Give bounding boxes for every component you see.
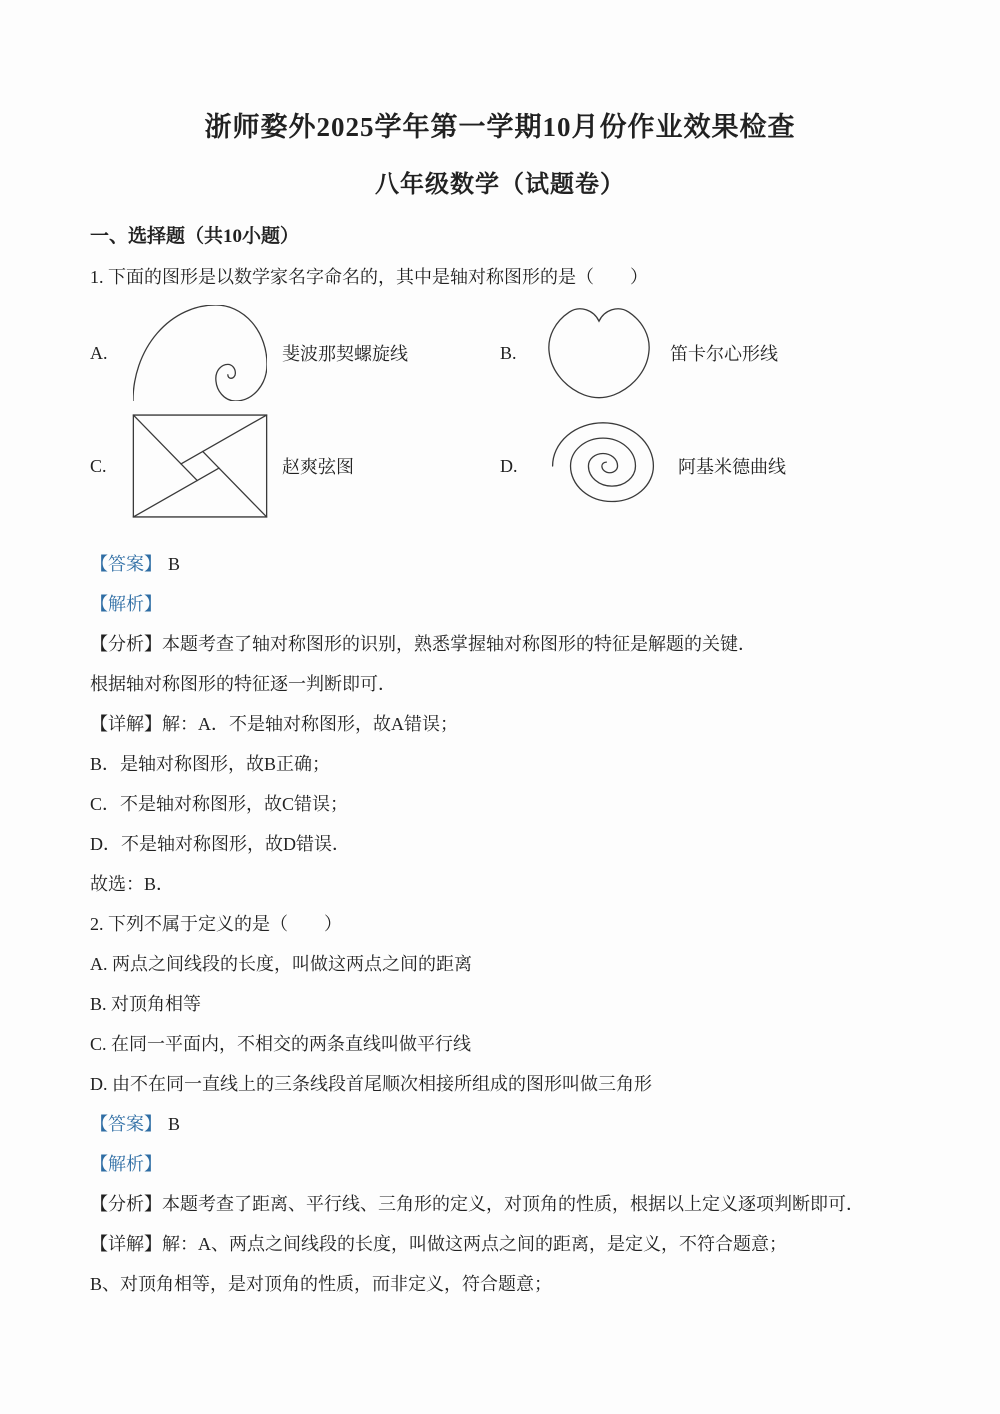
section-heading: 一、选择题（共10小题） <box>90 226 300 247</box>
fibonacci-spiral-icon <box>133 305 267 401</box>
cardioid-icon <box>546 306 652 401</box>
q2-option-b: B. 对顶角相等 <box>90 994 202 1014</box>
q1-answer-line <box>90 544 910 584</box>
option-a-figure-group <box>90 302 500 404</box>
q2-answer-tag: 【答案】 <box>90 1114 162 1134</box>
question-1-figures <box>90 302 910 518</box>
option-a-caption: 斐波那契螺旋线 <box>282 344 408 364</box>
question-2-stem: 2. 下列不属于定义的是（ ） <box>90 914 342 934</box>
page-title: 浙师婺外2025学年第一学期10月份作业效果检查 <box>204 112 796 142</box>
option-b-caption: 笛卡尔心形线 <box>670 344 778 364</box>
q1-analysis-line-1: 【分析】本题考查了轴对称图形的识别，熟悉掌握轴对称图形的特征是解题的关键． <box>90 634 756 654</box>
q2-detail-line-2: B、对顶角相等，是对顶角的性质，而非定义，符合题意； <box>90 1274 553 1294</box>
option-b-letter: B. <box>500 342 517 363</box>
archimedean-spiral-figure <box>540 418 666 514</box>
q2-answer-value: B <box>168 1114 181 1134</box>
zhao-shuang-chord-figure <box>130 414 270 518</box>
q1-jiexi-tag: 【解析】 <box>90 594 162 614</box>
question-1-stem: 1. 下面的图形是以数学家名字命名的，其中是轴对称图形的是（ ） <box>90 267 648 287</box>
q1-analysis-line-2: 根据轴对称图形的特征逐一判断即可． <box>90 674 396 694</box>
cardioid-figure <box>540 306 658 401</box>
option-d-letter: D. <box>500 455 518 476</box>
option-c-caption: 赵爽弦图 <box>282 457 354 477</box>
q1-detail-line-2: B．是轴对称图形，故B正确； <box>90 754 331 774</box>
q1-detail-line-4: D．不是轴对称图形，故D错误． <box>90 834 350 854</box>
q2-analysis-line-1: 【分析】本题考查了距离、平行线、三角形的定义，对顶角的性质，根据以上定义逐项判断即可． <box>90 1194 864 1214</box>
q2-jiexi-line <box>90 1144 910 1184</box>
option-c-figure-group <box>90 414 500 518</box>
q2-option-c: C. 在同一平面内，不相交的两条直线叫做平行线 <box>90 1034 472 1054</box>
q1-jiexi-line <box>90 584 910 624</box>
option-b-figure-group <box>500 302 910 404</box>
q1-answer-tag: 【答案】 <box>90 554 162 574</box>
question-1-solution <box>90 544 910 1304</box>
q1-detail-line-1: 【详解】解：A．不是轴对称图形，故A错误； <box>90 714 458 734</box>
q2-option-d: D. 由不在同一直线上的三条线段首尾顺次相接所组成的图形叫做三角形 <box>90 1074 652 1094</box>
q1-answer-value: B <box>168 554 181 574</box>
option-d-figure-group <box>500 414 910 518</box>
q2-answer-line <box>90 1104 910 1144</box>
page-subtitle: 八年级数学（试题卷） <box>375 172 625 198</box>
archimedean-spiral-icon <box>547 418 659 514</box>
fibonacci-spiral-figure <box>130 305 270 401</box>
q2-option-a: A. 两点之间线段的长度，叫做这两点之间的距离 <box>90 954 472 974</box>
option-d-caption: 阿基米德曲线 <box>678 457 786 477</box>
q2-detail-line-1: 【详解】解：A、两点之间线段的长度，叫做这两点之间的距离，是定义，不符合题意； <box>90 1234 787 1254</box>
q1-detail-line-3: C．不是轴对称图形，故C错误； <box>90 794 349 814</box>
option-a-letter: A. <box>90 342 108 363</box>
q2-jiexi-tag: 【解析】 <box>90 1154 162 1174</box>
zhao-shuang-chord-icon <box>132 414 268 518</box>
option-c-letter: C. <box>90 455 107 476</box>
q1-conclusion-line: 故选：B． <box>90 874 175 894</box>
